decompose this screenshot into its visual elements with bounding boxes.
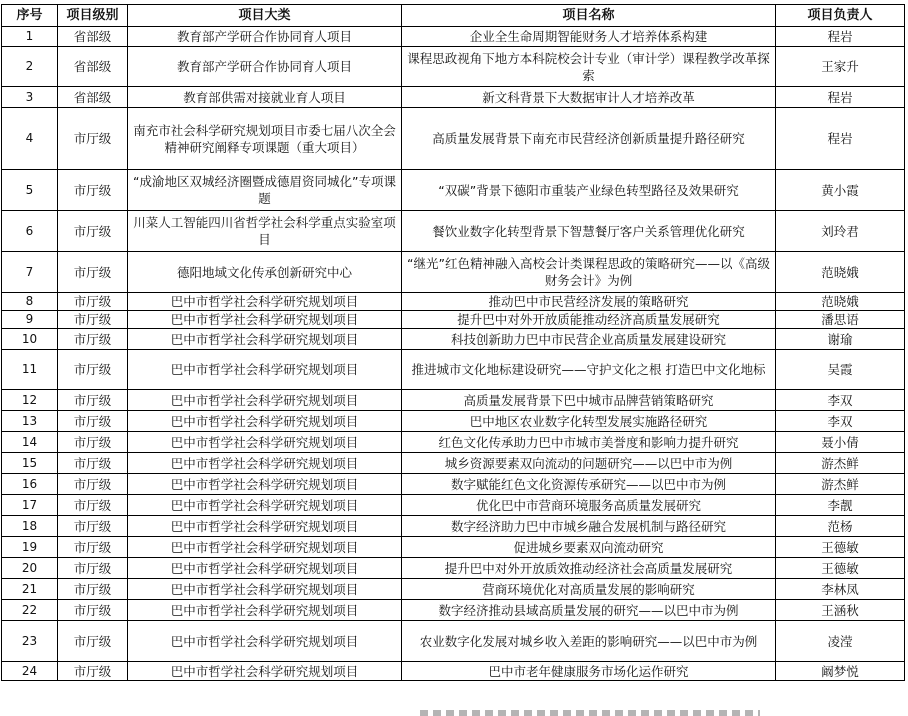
header-row <box>2 5 905 27</box>
cell-category: 巴中市哲学社会科学研究规划项目 <box>128 390 402 411</box>
cell-level: 市厅级 <box>58 474 128 495</box>
table-row <box>2 453 905 474</box>
cell-category: 巴中市哲学社会科学研究规划项目 <box>128 621 402 662</box>
cell-no: 24 <box>2 662 58 681</box>
cell-leader: 范晓娥 <box>776 293 905 311</box>
cell-leader: 阚梦悦 <box>776 662 905 681</box>
table-row <box>2 211 905 252</box>
cell-category: “成渝地区双城经济圈暨成德眉资同城化”专项课题 <box>128 170 402 211</box>
table-row <box>2 390 905 411</box>
table-row <box>2 621 905 662</box>
cell-no: 11 <box>2 350 58 390</box>
cell-category: 巴中市哲学社会科学研究规划项目 <box>128 311 402 329</box>
cell-level: 市厅级 <box>58 453 128 474</box>
cell-name: 高质量发展背景下南充市民营经济创新质量提升路径研究 <box>402 108 776 170</box>
cell-leader: 王涵秋 <box>776 600 905 621</box>
cell-level: 市厅级 <box>58 600 128 621</box>
cell-no: 12 <box>2 390 58 411</box>
cell-level: 市厅级 <box>58 432 128 453</box>
cell-leader: 王德敏 <box>776 558 905 579</box>
cell-category: 巴中市哲学社会科学研究规划项目 <box>128 558 402 579</box>
cell-level: 市厅级 <box>58 662 128 681</box>
cell-name: 巴中地区农业数字化转型发展实施路径研究 <box>402 411 776 432</box>
cell-category: 巴中市哲学社会科学研究规划项目 <box>128 453 402 474</box>
table-body <box>2 27 905 681</box>
cell-name: 促进城乡要素双向流动研究 <box>402 537 776 558</box>
cell-level: 市厅级 <box>58 621 128 662</box>
cell-category: 巴中市哲学社会科学研究规划项目 <box>128 537 402 558</box>
cell-name: 推进城市文化地标建设研究——守护文化之根 打造巴中文化地标 <box>402 350 776 390</box>
cell-no: 5 <box>2 170 58 211</box>
cropped-next-row <box>420 710 760 716</box>
cell-name: 红色文化传承助力巴中市城市美誉度和影响力提升研究 <box>402 432 776 453</box>
cell-level: 市厅级 <box>58 311 128 329</box>
header-leader: 项目负责人 <box>776 5 905 27</box>
cell-name: 数字经济推动县域高质量发展的研究——以巴中市为例 <box>402 600 776 621</box>
table-row <box>2 662 905 681</box>
cell-category: 巴中市哲学社会科学研究规划项目 <box>128 293 402 311</box>
cell-leader: 凌滢 <box>776 621 905 662</box>
cell-leader: 聂小倩 <box>776 432 905 453</box>
table-row <box>2 293 905 311</box>
table-row <box>2 108 905 170</box>
cell-no: 9 <box>2 311 58 329</box>
cell-level: 省部级 <box>58 87 128 108</box>
cell-level: 市厅级 <box>58 293 128 311</box>
cell-category: 川菜人工智能四川省哲学社会科学重点实验室项目 <box>128 211 402 252</box>
table-row <box>2 474 905 495</box>
cell-name: 城乡资源要素双向流动的问题研究——以巴中市为例 <box>402 453 776 474</box>
cell-category: 巴中市哲学社会科学研究规划项目 <box>128 474 402 495</box>
cell-no: 17 <box>2 495 58 516</box>
cell-leader: 潘思语 <box>776 311 905 329</box>
cell-level: 市厅级 <box>58 252 128 293</box>
cell-no: 22 <box>2 600 58 621</box>
cell-name: 数字赋能红色文化资源传承研究——以巴中市为例 <box>402 474 776 495</box>
cell-category: 巴中市哲学社会科学研究规划项目 <box>128 495 402 516</box>
cell-no: 15 <box>2 453 58 474</box>
cell-category: 巴中市哲学社会科学研究规划项目 <box>128 329 402 350</box>
cell-level: 市厅级 <box>58 579 128 600</box>
table-row <box>2 170 905 211</box>
table-row <box>2 311 905 329</box>
cell-no: 6 <box>2 211 58 252</box>
cell-name: 科技创新助力巴中市民营企业高质量发展建设研究 <box>402 329 776 350</box>
table-row <box>2 47 905 87</box>
header-level: 项目级别 <box>58 5 128 27</box>
cell-level: 市厅级 <box>58 211 128 252</box>
table-row <box>2 27 905 47</box>
cell-category: 巴中市哲学社会科学研究规划项目 <box>128 411 402 432</box>
cell-name: 推动巴中市民营经济发展的策略研究 <box>402 293 776 311</box>
cell-name: 课程思政视角下地方本科院校会计专业（审计学）课程教学改革探索 <box>402 47 776 87</box>
cell-name: 营商环境优化对高质量发展的影响研究 <box>402 579 776 600</box>
cell-level: 市厅级 <box>58 108 128 170</box>
cell-no: 23 <box>2 621 58 662</box>
cell-leader: 王德敏 <box>776 537 905 558</box>
table-row <box>2 329 905 350</box>
cell-level: 市厅级 <box>58 350 128 390</box>
cell-leader: 范杨 <box>776 516 905 537</box>
table-row <box>2 600 905 621</box>
cell-level: 市厅级 <box>58 516 128 537</box>
cell-name: 高质量发展背景下巴中城市品牌营销策略研究 <box>402 390 776 411</box>
cell-name: 农业数字化发展对城乡收入差距的影响研究——以巴中市为例 <box>402 621 776 662</box>
cell-name: 企业全生命周期智能财务人才培养体系构建 <box>402 27 776 47</box>
cell-name: 提升巴中对外开放质效推动经济社会高质量发展研究 <box>402 558 776 579</box>
cell-leader: 程岩 <box>776 87 905 108</box>
table-row <box>2 558 905 579</box>
header-name: 项目名称 <box>402 5 776 27</box>
cell-name: 餐饮业数字化转型背景下智慧餐厅客户关系管理优化研究 <box>402 211 776 252</box>
cell-category: 巴中市哲学社会科学研究规划项目 <box>128 662 402 681</box>
header-no: 序号 <box>2 5 58 27</box>
cell-category: 南充市社会科学研究规划项目市委七届八次全会精神研究阐释专项课题（重大项目） <box>128 108 402 170</box>
cell-leader: 李靓 <box>776 495 905 516</box>
cell-name: “继光”红色精神融入高校会计类课程思政的策略研究——以《高级财务会计》为例 <box>402 252 776 293</box>
cell-name: 数字经济助力巴中市城乡融合发展机制与路径研究 <box>402 516 776 537</box>
cell-category: 巴中市哲学社会科学研究规划项目 <box>128 432 402 453</box>
cell-leader: 李双 <box>776 390 905 411</box>
cell-no: 13 <box>2 411 58 432</box>
cell-leader: 刘玲君 <box>776 211 905 252</box>
cell-name: 巴中市老年健康服务市场化运作研究 <box>402 662 776 681</box>
cell-no: 19 <box>2 537 58 558</box>
cell-category: 巴中市哲学社会科学研究规划项目 <box>128 350 402 390</box>
cell-no: 7 <box>2 252 58 293</box>
cell-no: 1 <box>2 27 58 47</box>
cell-leader: 程岩 <box>776 27 905 47</box>
cell-level: 市厅级 <box>58 558 128 579</box>
cell-category: 教育部产学研合作协同育人项目 <box>128 47 402 87</box>
cell-no: 10 <box>2 329 58 350</box>
table-row <box>2 350 905 390</box>
cell-category: 巴中市哲学社会科学研究规划项目 <box>128 579 402 600</box>
cell-level: 市厅级 <box>58 411 128 432</box>
cell-no: 21 <box>2 579 58 600</box>
cell-level: 市厅级 <box>58 390 128 411</box>
cell-no: 14 <box>2 432 58 453</box>
cell-category: 德阳地域文化传承创新研究中心 <box>128 252 402 293</box>
cell-leader: 谢瑜 <box>776 329 905 350</box>
table-row <box>2 537 905 558</box>
table-row <box>2 516 905 537</box>
header-category: 项目大类 <box>128 5 402 27</box>
cell-leader: 游杰鲜 <box>776 453 905 474</box>
cell-leader: 李双 <box>776 411 905 432</box>
table-row <box>2 411 905 432</box>
cell-level: 市厅级 <box>58 329 128 350</box>
cell-level: 市厅级 <box>58 495 128 516</box>
cell-level: 市厅级 <box>58 537 128 558</box>
cell-name: 提升巴中对外开放质能推动经济高质量发展研究 <box>402 311 776 329</box>
cell-no: 2 <box>2 47 58 87</box>
cell-name: 优化巴中市营商环境服务高质量发展研究 <box>402 495 776 516</box>
cell-no: 4 <box>2 108 58 170</box>
project-table <box>1 4 905 681</box>
cell-category: 巴中市哲学社会科学研究规划项目 <box>128 600 402 621</box>
cell-level: 省部级 <box>58 27 128 47</box>
cell-no: 20 <box>2 558 58 579</box>
cell-leader: 游杰鲜 <box>776 474 905 495</box>
cell-category: 教育部产学研合作协同育人项目 <box>128 27 402 47</box>
cell-no: 8 <box>2 293 58 311</box>
table-row <box>2 495 905 516</box>
cell-level: 省部级 <box>58 47 128 87</box>
cell-name: “双碳”背景下德阳市重装产业绿色转型路径及效果研究 <box>402 170 776 211</box>
cell-leader: 范晓娥 <box>776 252 905 293</box>
cell-no: 3 <box>2 87 58 108</box>
cell-leader: 程岩 <box>776 108 905 170</box>
cell-category: 巴中市哲学社会科学研究规划项目 <box>128 516 402 537</box>
table-row <box>2 432 905 453</box>
cell-leader: 黄小霞 <box>776 170 905 211</box>
cell-no: 16 <box>2 474 58 495</box>
table-row <box>2 579 905 600</box>
cell-leader: 王家升 <box>776 47 905 87</box>
table-row <box>2 87 905 108</box>
cell-name: 新文科背景下大数据审计人才培养改革 <box>402 87 776 108</box>
table-row <box>2 252 905 293</box>
cell-no: 18 <box>2 516 58 537</box>
cell-leader: 李林凤 <box>776 579 905 600</box>
cell-level: 市厅级 <box>58 170 128 211</box>
cell-category: 教育部供需对接就业育人项目 <box>128 87 402 108</box>
cell-leader: 吴霞 <box>776 350 905 390</box>
